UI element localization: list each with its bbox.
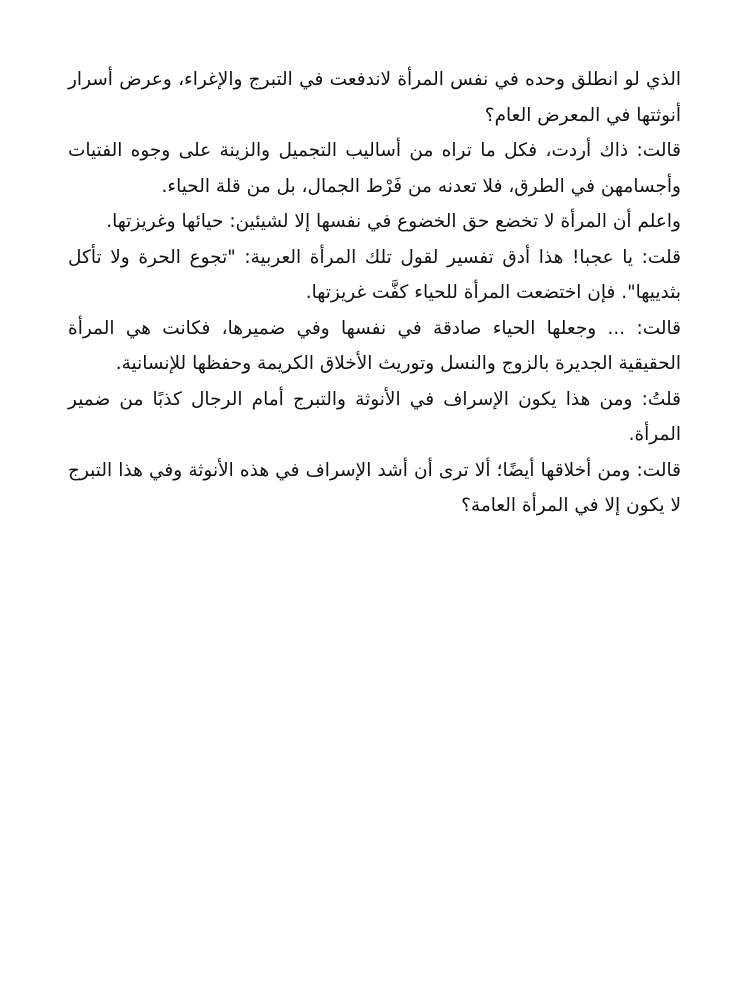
paragraph: قلت: يا عجبا! هذا أدق تفسير لقول تلك المرأة العربية: "تجوع الحرة ولا تأكل بثدييها". فإن اختضعت المرأة للحياء كفَّت غريزتها. <box>68 246 681 303</box>
paragraph: الذي لو انطلق وحده في نفس المرأة لاندفعت في التبرج والإغراء، وعرض أسرار أنوثتها في المعرض العام؟ <box>68 69 681 126</box>
paragraph: قالت: ... وجعلها الحياء صادقة في نفسها وفي ضميرها، فكانت هي المرأة الحقيقية الجديرة بالزوج والنسل وتوريث الأخلاق الكريمة وحفظها للإنسانية. <box>68 317 681 374</box>
paragraph: قالت: ومن أخلاقها أيضًا؛ ألا ترى أن أشد الإسراف في هذه الأنوثة وفي هذا التبرج لا يكون إلا في المرأة العامة؟ <box>68 459 681 516</box>
document-page <box>68 62 681 524</box>
paragraph: واعلم أن المرأة لا تخضع حق الخضوع في نفسها إلا لشيئين: حيائها وغريزتها. <box>106 211 681 232</box>
paragraph: قلتُ: ومن هذا يكون الإسراف في الأنوثة والتبرج أمام الرجال كذبًا من ضمير المرأة. <box>68 388 681 445</box>
paragraph: قالت: ذاك أردت، فكل ما تراه من أساليب التجميل والزينة على وجوه الفتيات وأجسامهن في الطرق، فلا تعدنه من فَرْط الجمال، بل من قلة الحياء. <box>68 140 681 197</box>
